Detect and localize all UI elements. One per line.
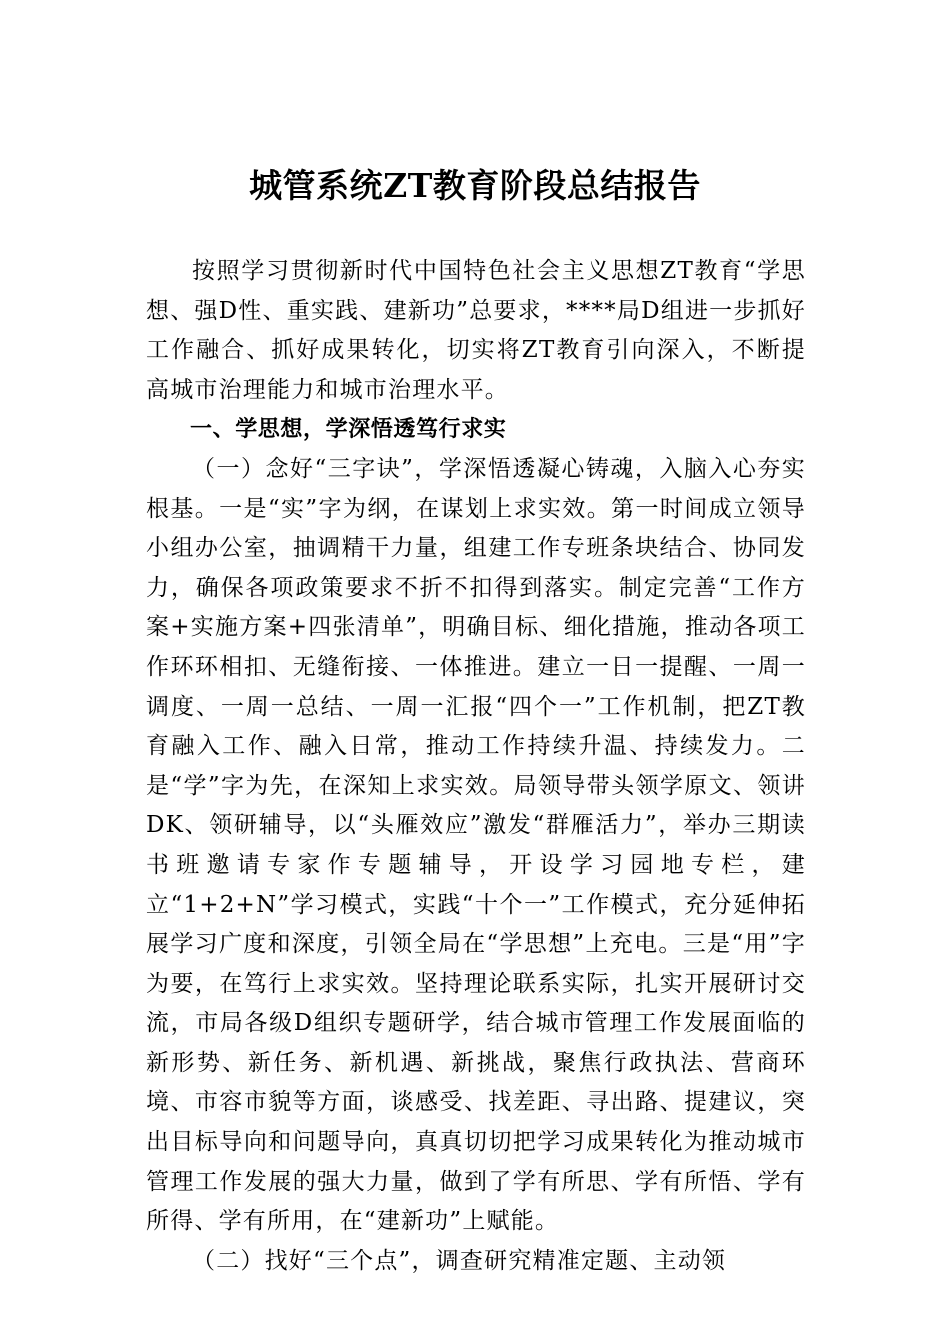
- document-body: [146, 252, 806, 1281]
- section-1-paragraph-1: （一）念好“三字诀”，学深悟透凝心铸魂，入脑入心夯实根基。一是“实”字为纲，在谋划上求实效。第一时间成立领导小组办公室，抽调精干力量，组建工作专班条块结合、协同发力，确保各项政策要求不折不扣得到落实。制定完善“工作方案+实施方案+四张清单”，明确目标、细化措施，推动各项工作环环相扣、无缝衔接、一体推进。建立一日一提醒、一周一调度、一周一总结、一周一汇报“四个一”工作机制，把ZT教育融入工作、融入日常，推动工作持续升温、持续发力。二是“学”字为先，在深知上求实效。局领导带头领学原文、领讲DK、领研辅导，以“头雁效应”激发“群雁活力”，举办三期读书班邀请专家作专题辅导，开设学习园地专栏，建立“1+2+N”学习模式，实践“十个一”工作模式，充分延伸拓展学习广度和深度，引领全局在“学思想”上充电。三是“用”字为要，在笃行上求实效。坚持理论联系实际，扎实开展研讨交流，市局各级D组织专题研学，结合城市管理工作发展面临的新形势、新任务、新机遇、新挑战，聚焦行政执法、营商环境、市容市貌等方面，谈感受、找差距、寻出路、提建议，突出目标导向和问题导向，真真切切把学习成果转化为推动城市管理工作发展的强大力量，做到了学有所思、学有所悟、学有所得、学有所用，在“建新功”上赋能。: [146, 455, 806, 1235]
- section-1-paragraph-2: （二）找好“三个点”，调查研究精准定题、主动领: [192, 1247, 727, 1274]
- intro-paragraph: 按照学习贯彻新时代中国特色社会主义思想ZT教育“学思想、强D性、重实践、建新功”总要求，****局D组进一步抓好工作融合、抓好成果转化，切实将ZT教育引向深入，不断提高城市治理能力和城市治理水平。: [146, 258, 806, 403]
- section-1-heading: 一、学思想，学深悟透笃行求实: [190, 417, 507, 443]
- document-title: 城管系统ZT教育阶段总结报告: [249, 166, 701, 205]
